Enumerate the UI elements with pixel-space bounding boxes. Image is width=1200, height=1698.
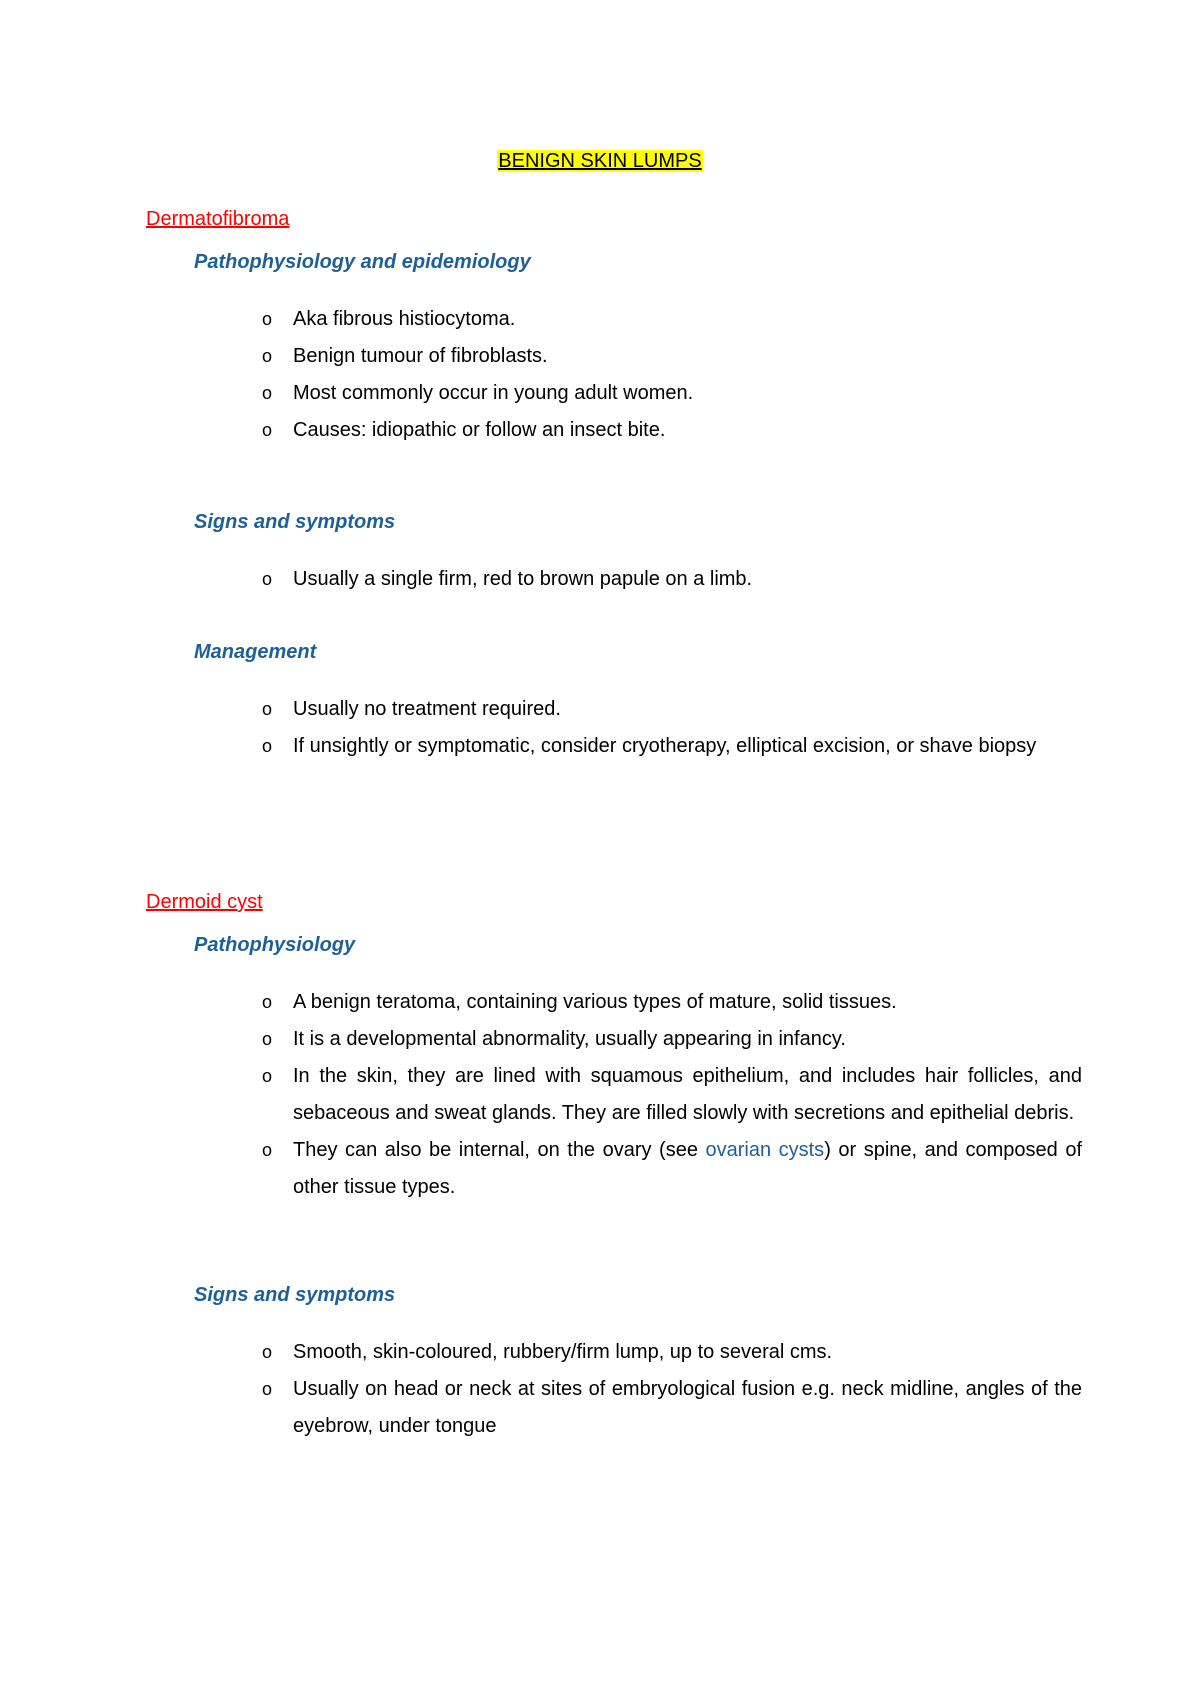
list-item: o A benign teratoma, containing various types of mature, solid tissues.	[0, 984, 1200, 1021]
list-item: o It is a developmental abnormality, usually appearing in infancy.	[0, 1021, 1200, 1058]
document-title-text: BENIGN SKIN LUMPS	[498, 150, 702, 172]
subheading-pathophysiology-epidemiology: Pathophysiology and epidemiology	[194, 251, 531, 273]
bullet-marker: o	[262, 1066, 273, 1086]
list-item: o In the skin, they are lined with squamous epithelium, and includes hair follicles, and sebaceous and sweat glands. They are filled slowly with secretions and epithelial debris.	[0, 1058, 1200, 1132]
bullet-marker: o	[262, 1029, 273, 1049]
list-item: o Causes: idiopathic or follow an insect bite.	[0, 412, 1200, 449]
bullet-marker: o	[262, 1379, 273, 1399]
list-item: o Usually no treatment required.	[0, 691, 1200, 728]
list-item: o Usually on head or neck at sites of embryological fusion e.g. neck midline, angles of the eyebrow, under tongue	[0, 1371, 1200, 1445]
list-item: o They can also be internal, on the ovary (see ovarian cysts) or spine, and composed of other tissue types.	[0, 1132, 1200, 1206]
bullet-marker: o	[262, 736, 273, 756]
section-heading-dermatofibroma: Dermatofibroma	[146, 208, 290, 230]
bullet-marker: o	[262, 309, 273, 329]
list-item: o Smooth, skin-coloured, rubbery/firm lump, up to several cms.	[0, 1334, 1200, 1371]
bullet-marker: o	[262, 383, 273, 403]
bullet-list	[0, 1334, 1200, 1445]
list-item: o Aka fibrous histiocytoma.	[0, 301, 1200, 338]
subheading-signs-symptoms-dermoid: Signs and symptoms	[194, 1284, 396, 1306]
ovarian-cysts-link[interactable]: ovarian cysts	[705, 1139, 825, 1161]
bullet-marker: o	[262, 1342, 273, 1362]
list-item: o Benign tumour of fibroblasts.	[0, 338, 1200, 375]
bullet-marker: o	[262, 420, 273, 440]
bullet-marker: o	[262, 699, 273, 719]
bullet-marker: o	[262, 346, 273, 366]
bullet-list	[0, 984, 1200, 1206]
bullet-marker: o	[262, 1140, 273, 1160]
list-item: o Usually a single firm, red to brown papule on a limb.	[0, 561, 1200, 598]
list-item: o Most commonly occur in young adult women.	[0, 375, 1200, 412]
document-title	[0, 148, 1200, 174]
bullet-marker: o	[262, 569, 273, 589]
section-heading-dermoid-cyst: Dermoid cyst	[146, 891, 263, 913]
subheading-management: Management	[194, 641, 317, 663]
bullet-marker: o	[262, 992, 273, 1012]
list-item: o If unsightly or symptomatic, consider cryotherapy, elliptical excision, or shave biopsy	[0, 728, 1200, 765]
subheading-pathophysiology: Pathophysiology	[194, 934, 356, 956]
bullet-list	[0, 561, 1200, 598]
subheading-signs-symptoms: Signs and symptoms	[194, 511, 396, 533]
bullet-list	[0, 691, 1200, 765]
bullet-list	[0, 301, 1200, 449]
